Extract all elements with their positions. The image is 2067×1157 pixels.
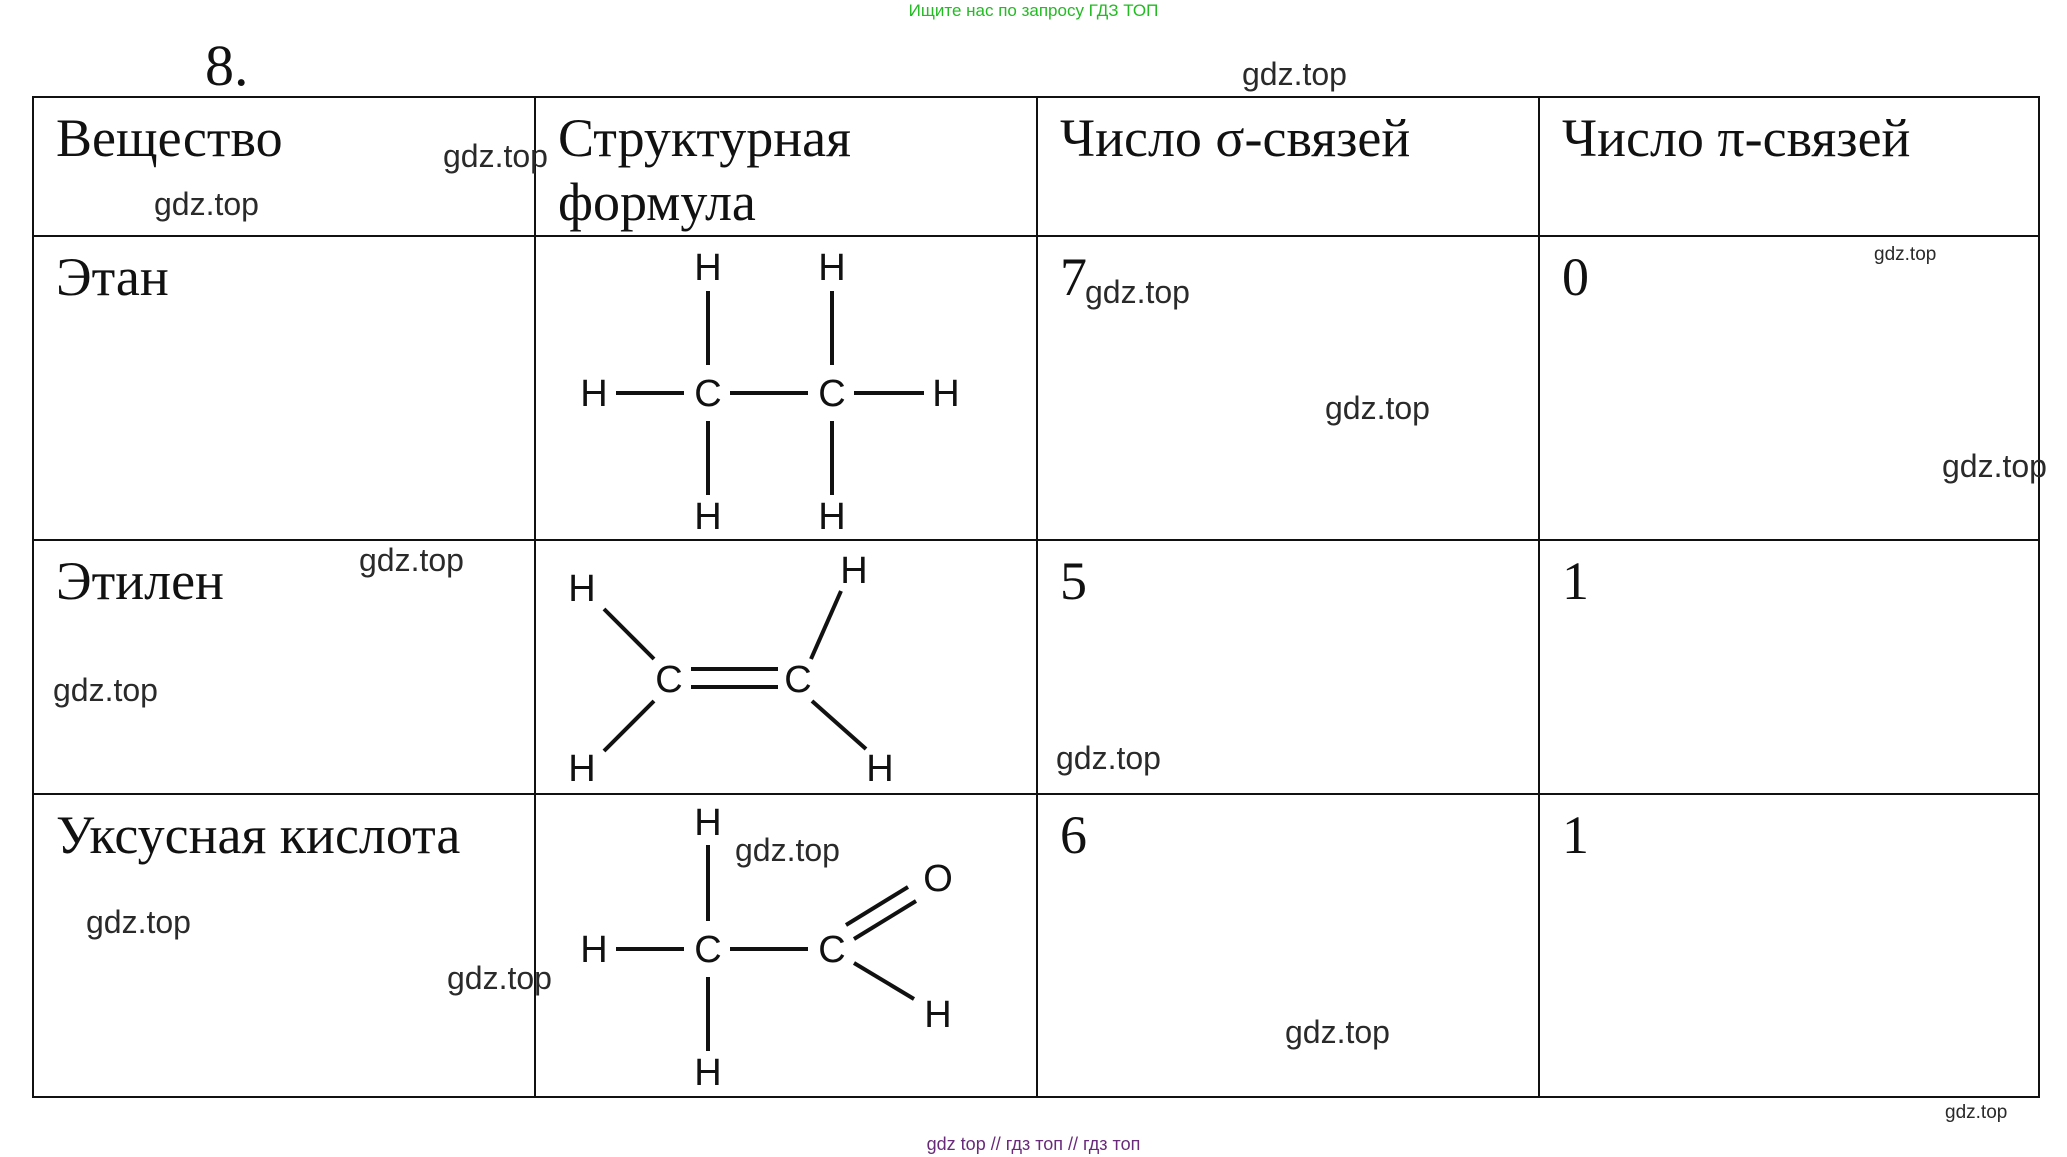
carbon-atom: C — [655, 659, 683, 701]
header-cell — [1037, 97, 1539, 236]
watermark: gdz.top — [443, 138, 548, 174]
table-row — [33, 794, 2039, 1097]
substance-name: Этилен — [56, 551, 224, 611]
substance-cell — [33, 540, 535, 794]
header-cell — [535, 97, 1037, 236]
pi-cell — [1539, 236, 2039, 540]
ethylene-structure — [536, 541, 1036, 791]
watermark: gdz.top — [1325, 390, 1430, 426]
watermark: gdz.top — [1874, 244, 1937, 265]
hydrogen-atom: H — [568, 568, 596, 610]
sigma-count: 6 — [1060, 805, 1087, 865]
carbon-atom: C — [694, 373, 722, 415]
top-banner: Ищите нас по запросу ГДЗ ТОП — [908, 1, 1159, 20]
carbon-atom: C — [784, 659, 812, 701]
watermark: gdz.top — [735, 832, 840, 868]
header-sigma-bonds: Число σ-связей — [1060, 108, 1411, 168]
pi-count: 0 — [1562, 247, 1589, 307]
hydrogen-atom: H — [580, 373, 608, 415]
pi-count: 1 — [1562, 805, 1589, 865]
carbon-atom: C — [818, 373, 846, 415]
watermark: gdz.top — [1242, 56, 1347, 92]
watermark: gdz.top — [1942, 448, 2047, 484]
hydrogen-atom: H — [924, 994, 952, 1036]
substance-name: Этан — [56, 247, 169, 307]
sigma-cell — [1037, 794, 1539, 1097]
hydrogen-atom: H — [694, 496, 722, 537]
pi-cell — [1539, 794, 2039, 1097]
hydrogen-atom: H — [694, 802, 722, 844]
substance-cell — [33, 236, 535, 540]
sigma-count: 7 — [1060, 247, 1087, 307]
pi-cell — [1539, 540, 2039, 794]
table-row — [33, 540, 2039, 794]
pi-count: 1 — [1562, 551, 1589, 611]
watermark: gdz.top — [359, 542, 464, 578]
header-pi-bonds: Число π-связей — [1562, 108, 1911, 168]
hydrogen-atom: H — [568, 748, 596, 790]
watermark: gdz.top — [1285, 1014, 1390, 1050]
answer-table — [32, 96, 2040, 1098]
hydrogen-atom: H — [580, 929, 608, 971]
structure-cell — [535, 540, 1037, 794]
watermark: gdz.top — [447, 960, 552, 996]
ethane-structure — [536, 237, 1036, 537]
oxygen-atom: O — [923, 858, 953, 900]
watermark: gdz.top — [1945, 1102, 2008, 1123]
hydrogen-atom: H — [866, 748, 894, 790]
hydrogen-atom: H — [932, 373, 960, 415]
watermark: gdz.top — [1056, 740, 1161, 776]
substance-name: Уксусная кислота — [56, 805, 461, 865]
carbon-atom: C — [694, 929, 722, 971]
hydrogen-atom: H — [694, 247, 722, 289]
header-row — [33, 97, 2039, 236]
hydrogen-atom: H — [694, 1052, 722, 1094]
hydrogen-atom: H — [818, 496, 846, 537]
hydrogen-atom: H — [818, 247, 846, 289]
task-number: 8. — [205, 33, 249, 98]
watermark: gdz.top — [86, 904, 191, 940]
header-cell — [1539, 97, 2039, 236]
carbon-atom: C — [818, 929, 846, 971]
hydrogen-atom: H — [840, 550, 868, 592]
substance-cell — [33, 794, 535, 1097]
table-row — [33, 236, 2039, 540]
structure-cell — [535, 236, 1037, 540]
header-structural-formula: Структурная формула — [558, 108, 851, 232]
header-substance: Вещество — [56, 108, 283, 168]
footer-links: gdz top // гдз топ // гдз топ — [926, 1134, 1141, 1154]
watermark: gdz.top — [1085, 274, 1190, 310]
watermark: gdz.top — [154, 186, 259, 222]
sigma-count: 5 — [1060, 551, 1087, 611]
watermark: gdz.top — [53, 672, 158, 708]
